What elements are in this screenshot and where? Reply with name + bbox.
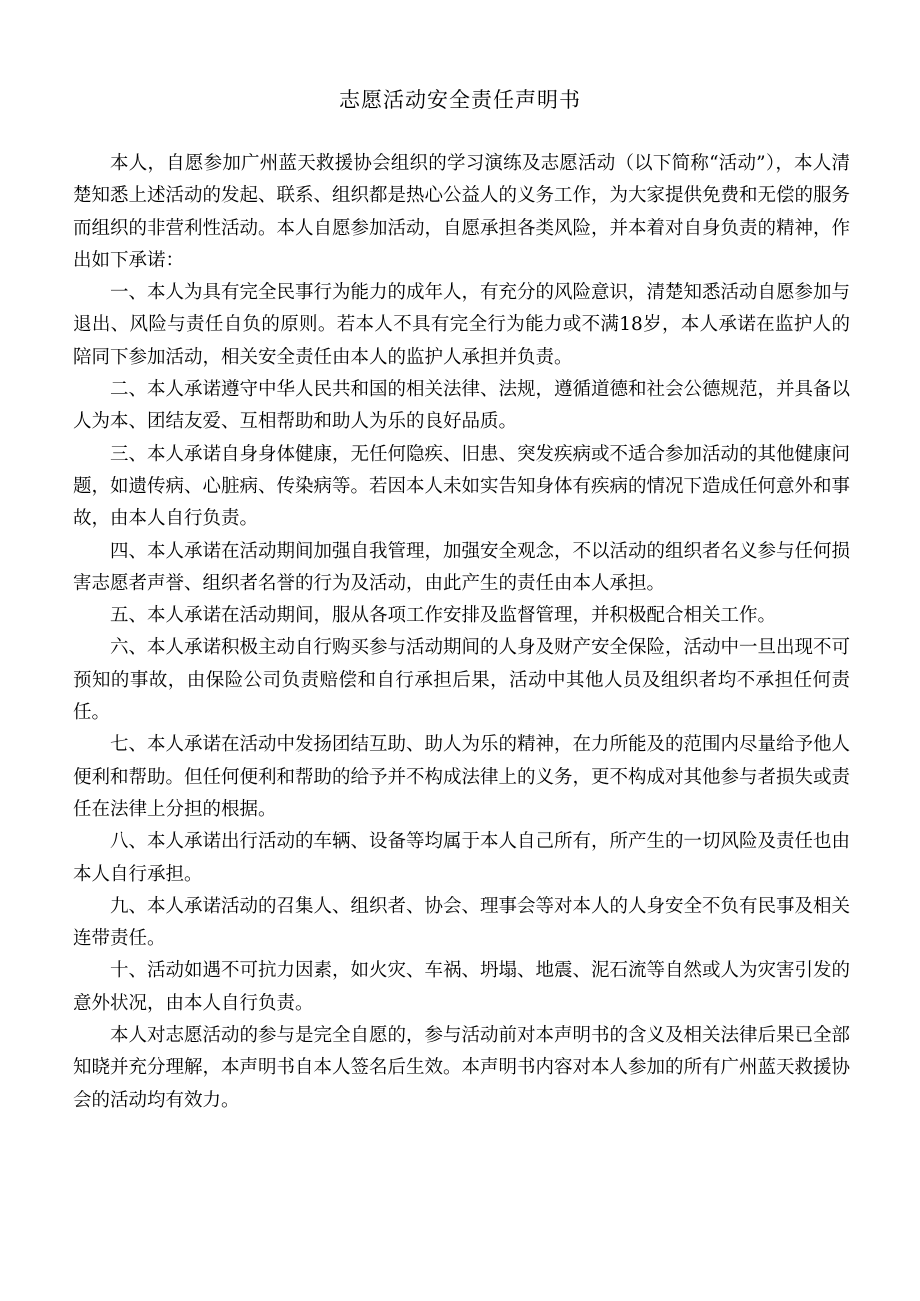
clause-5-paragraph: 五、本人承诺在活动期间，服从各项工作安排及监督管理，并积极配合相关工作。: [110, 605, 777, 627]
document-title: 志愿活动安全责任声明书: [339, 88, 581, 112]
clause-9-paragraph: 九、本人承诺活动的召集人、组织者、协会、理事会等对本人的人身安全不负有民事及相关连带责任。: [73, 895, 851, 950]
clause-1-paragraph: 一、本人为具有完全民事行为能力的成年人，有充分的风险意识，清楚知悉活动自愿参加与退出、风险与责任自负的原则。若本人不具有完全行为能力或不满18岁，本人承诺在监护人的陪同下参加活动，相关安全责任由本人的监护人承担并负责。: [73, 282, 851, 368]
clause-6-paragraph: 六、本人承诺积极主动自行购买参与活动期间的人身及财产安全保险，活动中一旦出现不可预知的事故，由保险公司负责赔偿和自行承担后果，活动中其他人员及组织者均不承担任何责任。: [73, 637, 851, 724]
clause-4-paragraph: 四、本人承诺在活动期间加强自我管理，加强安全观念，不以活动的组织者名义参与任何损害志愿者声誉、组织者名誉的行为及活动，由此产生的责任由本人承担。: [73, 540, 851, 594]
document-body: [73, 148, 850, 1117]
closing-paragraph: 本人对志愿活动的参与是完全自愿的，参与活动前对本声明书的含义及相关法律后果已全部知晓并充分理解，本声明书自本人签名后生效。本声明书内容对本人参加的所有广州蓝天救援协会的活动均有效力。: [73, 1025, 851, 1111]
clause-8-paragraph: 八、本人承诺出行活动的车辆、设备等均属于本人自己所有，所产生的一切风险及责任也由本人自行承担。: [73, 831, 851, 885]
clause-7-paragraph: 七、本人承诺在活动中发扬团结互助、助人为乐的精神，在力所能及的范围内尽量给予他人便利和帮助。但任何便利和帮助的给予并不构成法律上的义务，更不构成对其他参与者损失或责任在法律上分担的根据。: [73, 734, 851, 820]
clause-10-paragraph: 十、活动如遇不可抗力因素，如火灾、车祸、坍塌、地震、泥石流等自然或人为灾害引发的意外状况，由本人自行负责。: [73, 960, 851, 1014]
intro-paragraph: 本人，自愿参加广州蓝天救援协会组织的学习演练及志愿活动（以下简称“活动”），本人清楚知悉上述活动的发起、联系、组织都是热心公益人的义务工作，为大家提供免费和无偿的服务而组织的非营利性活动。本人自愿参加活动，自愿承担各类风险，并本着对自身负责的精神，作出如下承诺：: [73, 153, 851, 271]
clause-3-paragraph: 三、本人承诺自身身体健康，无任何隐疾、旧患、突发疾病或不适合参加活动的其他健康问题，如遗传病、心脏病、传染病等。若因本人未如实告知身体有疾病的情况下造成任何意外和事故，由本人自行负责。: [73, 443, 851, 530]
clause-2-paragraph: 二、本人承诺遵守中华人民共和国的相关法律、法规，遵循道德和社会公德规范，并具备以人为本、团结友爱、互相帮助和助人为乐的良好品质。: [73, 379, 851, 433]
